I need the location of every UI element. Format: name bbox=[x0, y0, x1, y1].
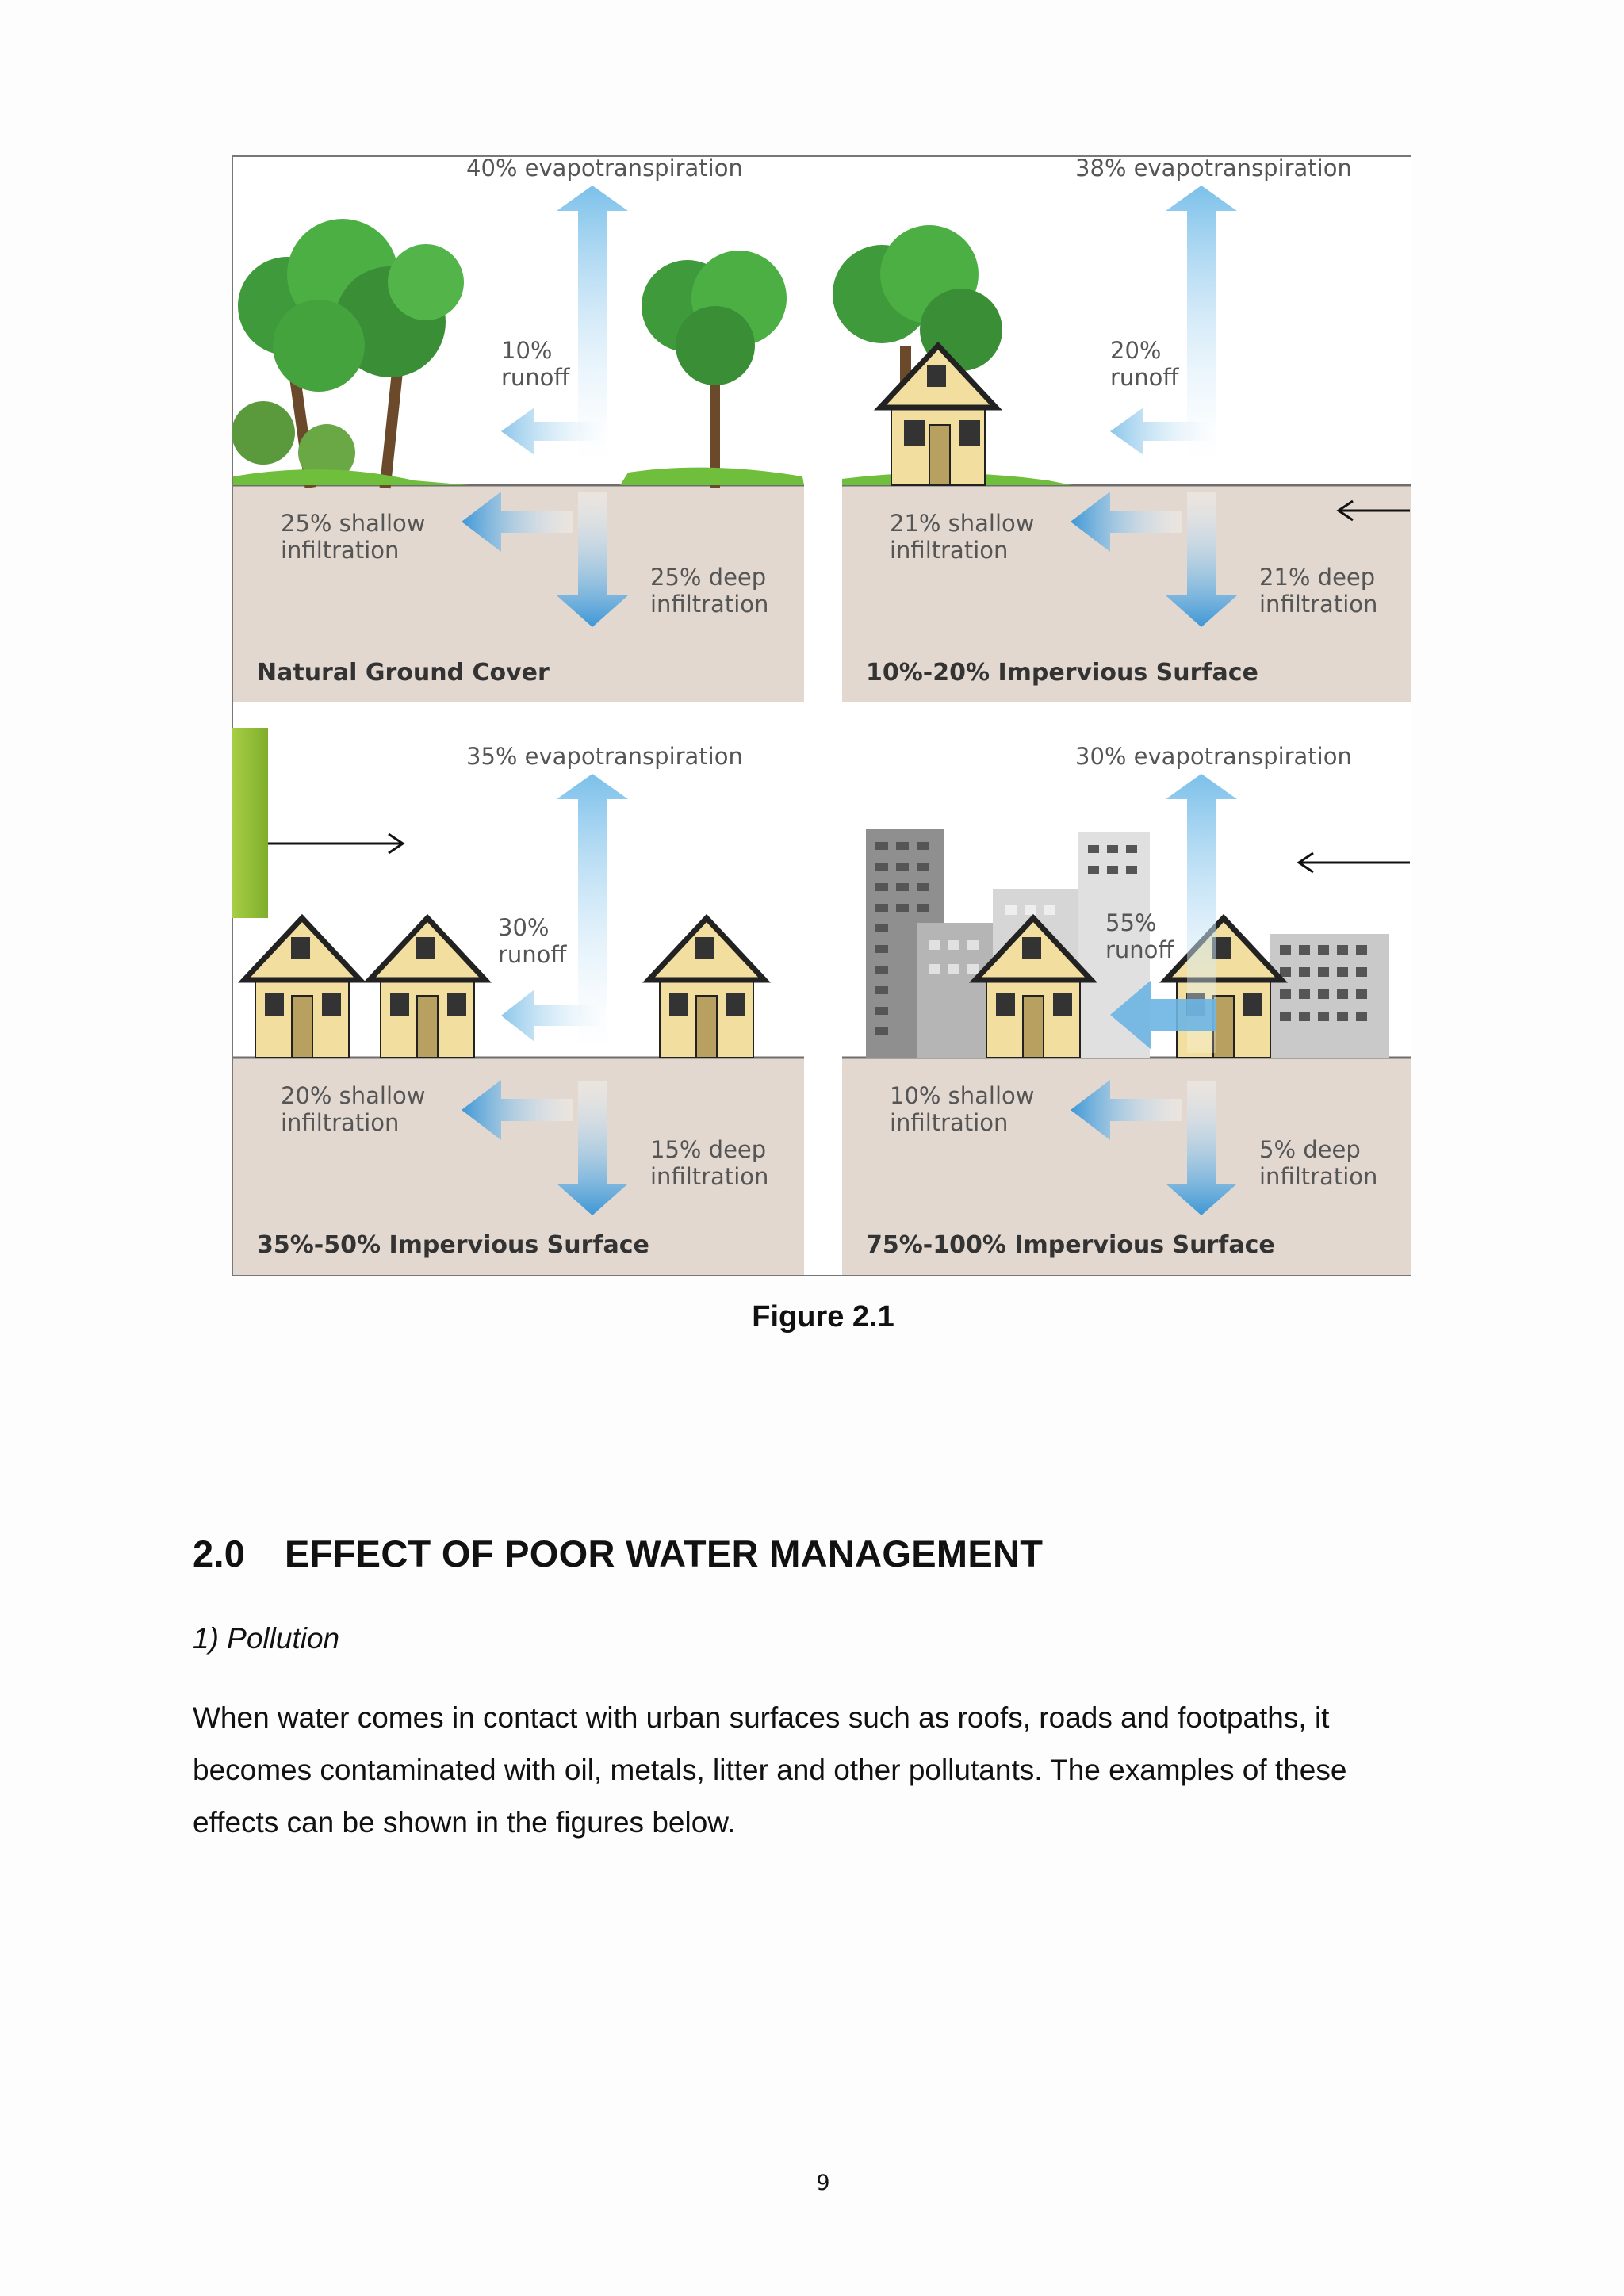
evapotranspiration-label: 35% evapotranspiration bbox=[466, 743, 743, 770]
page-number: 9 bbox=[816, 2171, 830, 2195]
shallow-infiltration-label: 21% shallow bbox=[890, 510, 1035, 537]
runoff-label: runoff bbox=[501, 364, 570, 391]
runoff-label: 55% bbox=[1105, 909, 1157, 936]
shallow-infiltration-label: infiltration bbox=[890, 1109, 1009, 1136]
shallow-infiltration-label: 20% shallow bbox=[281, 1082, 426, 1109]
evapotranspiration-label: 38% evapotranspiration bbox=[1075, 155, 1352, 182]
runoff-label: runoff bbox=[1110, 364, 1179, 391]
section-number: 2.0 bbox=[193, 1533, 246, 1575]
deep-infiltration-label: infiltration bbox=[650, 591, 769, 618]
shallow-infiltration-label: infiltration bbox=[890, 537, 1009, 564]
shallow-infiltration-label: 10% shallow bbox=[890, 1082, 1035, 1109]
deep-infiltration-label: infiltration bbox=[1259, 591, 1378, 618]
panel-label: 35%-50% Impervious Surface bbox=[257, 1231, 649, 1259]
deep-infiltration-label: 5% deep bbox=[1259, 1136, 1361, 1163]
evapotranspiration-label: 30% evapotranspiration bbox=[1075, 743, 1352, 770]
panel-label: 10%-20% Impervious Surface bbox=[866, 659, 1258, 687]
body-paragraph: When water comes in contact with urban surfaces such as roofs, roads and footpaths, it becomes contaminated with oil, metals, litter and other pollutants. The examples of these effects can be shown in the figures below. bbox=[193, 1701, 1347, 1839]
section-title: EFFECT OF POOR WATER MANAGEMENT bbox=[285, 1533, 1044, 1575]
figure-caption: Figure 2.1 bbox=[752, 1300, 894, 1334]
runoff-label: 20% bbox=[1110, 337, 1162, 364]
runoff-label: runoff bbox=[1105, 936, 1174, 963]
deep-infiltration-label: 21% deep bbox=[1259, 564, 1376, 591]
runoff-label: 30% bbox=[498, 914, 550, 941]
section-heading bbox=[193, 1532, 1043, 1575]
runoff-label: 10% bbox=[501, 337, 553, 364]
evapotranspiration-label: 40% evapotranspiration bbox=[466, 155, 743, 182]
shallow-infiltration-label: infiltration bbox=[281, 1109, 400, 1136]
green-tab bbox=[232, 728, 268, 918]
panel-label: Natural Ground Cover bbox=[257, 659, 550, 687]
shallow-infiltration-label: infiltration bbox=[281, 537, 400, 564]
deep-infiltration-label: infiltration bbox=[1259, 1163, 1378, 1190]
water-cycle-figure bbox=[232, 155, 1411, 1276]
deep-infiltration-label: infiltration bbox=[650, 1163, 769, 1190]
deep-infiltration-label: 15% deep bbox=[650, 1136, 767, 1163]
deep-infiltration-label: 25% deep bbox=[650, 564, 767, 591]
subheading: 1) Pollution bbox=[193, 1622, 340, 1655]
runoff-label: runoff bbox=[498, 941, 567, 968]
panel-label: 75%-100% Impervious Surface bbox=[866, 1231, 1275, 1259]
shallow-infiltration-label: 25% shallow bbox=[281, 510, 426, 537]
